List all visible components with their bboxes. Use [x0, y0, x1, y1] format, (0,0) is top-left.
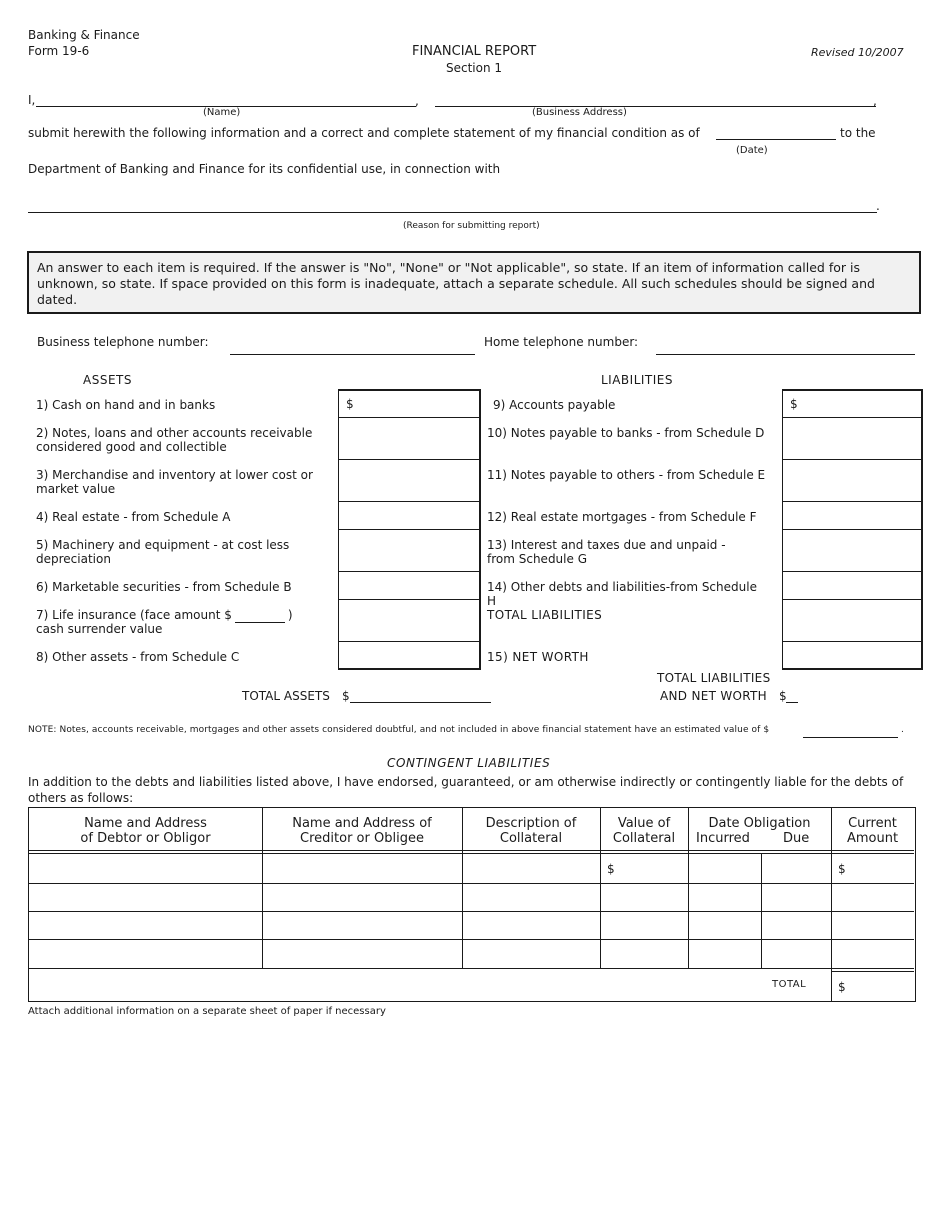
col-header-line: Name and Address of — [292, 816, 432, 831]
liability-amount-12[interactable] — [782, 502, 922, 530]
contingent-intro: In addition to the debts and liabilities listed above, I have endorsed, guaranteed, or am otherwise indirectly or contingently liable for the debts of others as follows: — [28, 775, 904, 805]
business-address-field[interactable] — [435, 106, 876, 107]
note-period: . — [901, 725, 904, 735]
asset-item-3: 3) Merchandise and inventory at lower cost or market value — [36, 468, 313, 496]
intro-prefix: I, — [28, 93, 36, 107]
col-collateral-desc-header — [462, 816, 600, 846]
col-header-line: Description of — [485, 816, 577, 831]
liability-item-10: 10) Notes payable to banks - from Schedule D — [487, 426, 765, 440]
row-divider — [29, 968, 914, 969]
col-header-line: of Debtor or Obligor — [80, 831, 211, 846]
asset-item-6: 6) Marketable securities - from Schedule B — [36, 580, 292, 594]
liability-amount-10[interactable] — [782, 418, 922, 460]
total-divider — [832, 971, 914, 972]
face-amount-field[interactable] — [235, 608, 285, 623]
col-header-line: Value of — [617, 816, 671, 831]
total-liabilities-amount[interactable] — [782, 600, 922, 642]
col-header-line: Current — [848, 816, 897, 831]
col-header-line: Amount — [846, 831, 899, 846]
asset-item-1: 1) Cash on hand and in banks — [36, 398, 216, 412]
header-divider — [29, 850, 914, 851]
liability-amount-14[interactable] — [782, 572, 922, 600]
column-divider — [761, 853, 762, 968]
liability-amount-13[interactable] — [782, 530, 922, 572]
to-the-text: to the — [840, 126, 876, 140]
reason-field[interactable] — [28, 212, 877, 213]
comma: , — [873, 94, 877, 108]
asset-item-5: 5) Machinery and equipment - at cost less depreciation — [36, 538, 290, 566]
due-subheader: Due — [783, 831, 810, 846]
asset-item-8: 8) Other assets - from Schedule C — [36, 650, 240, 664]
net-worth-amount[interactable] — [782, 641, 922, 669]
asset-amount-7[interactable] — [338, 600, 480, 642]
total-liabilities-label: TOTAL LIABILITIES — [487, 608, 603, 622]
total-liabilities-net-worth-field[interactable] — [786, 702, 798, 703]
contingent-total-dollar[interactable]: $ — [838, 980, 846, 994]
dollar-sign: $ — [346, 397, 354, 411]
row-divider — [29, 911, 914, 912]
footer-note: Attach additional information on a separate sheet of paper if necessary — [28, 1006, 386, 1017]
assets-heading: ASSETS — [83, 373, 132, 387]
value-dollar-sign: $ — [607, 862, 615, 876]
and-net-worth-label: AND NET WORTH — [660, 689, 767, 703]
total-assets-dollar: $ — [342, 689, 350, 703]
row-divider — [29, 883, 914, 884]
doubtful-assets-field[interactable] — [803, 737, 898, 738]
contingent-liabilities-table — [28, 807, 916, 1002]
instructions-box: An answer to each item is required. If the answer is "No", "None" or "Not applicable", so state. If an item of information called for is unknown, so state. If space provided on this form is inadequate, attach a separate schedule. All such schedules should be signed and dated. — [27, 251, 921, 314]
liability-item-9: 9) Accounts payable — [493, 398, 616, 412]
date-field[interactable] — [716, 139, 836, 140]
section-label: Section 1 — [446, 61, 503, 75]
col-current-amount-header — [831, 816, 914, 846]
liability-item-11: 11) Notes payable to others - from Schedule E — [487, 468, 766, 482]
header-divider — [29, 853, 914, 854]
asset-item-7-close: ) — [287, 608, 293, 622]
col-header-line: Collateral — [499, 831, 563, 846]
statement-text: submit herewith the following information and a correct and complete statement of my financial condition as of — [28, 126, 700, 140]
col-header-line: Collateral — [612, 831, 676, 846]
amount-dollar-sign: $ — [838, 862, 846, 876]
page-title: FINANCIAL REPORT — [412, 44, 537, 59]
home-phone-field[interactable] — [656, 354, 915, 355]
liabilities-heading: LIABILITIES — [601, 373, 673, 387]
dollar-sign: $ — [790, 397, 798, 411]
col-header-line: Date Obligation — [708, 816, 811, 831]
doubtful-assets-note: NOTE: Notes, accounts receivable, mortgages and other assets considered doubtful, and not included in above financial statement have an estimated value of $ — [28, 725, 770, 735]
form-number: Form 19-6 — [28, 44, 90, 58]
total-liabilities-net-worth-label: TOTAL LIABILITIES — [657, 671, 771, 685]
contingent-total-label: TOTAL — [772, 979, 807, 990]
asset-item-7-line2: cash surrender value — [36, 622, 163, 636]
liability-item-12: 12) Real estate mortgages - from Schedule F — [487, 510, 757, 524]
total-assets-label: TOTAL ASSETS — [242, 689, 330, 703]
net-worth-label: 15) NET WORTH — [487, 650, 589, 664]
incurred-subheader: Incurred — [696, 831, 750, 846]
asset-amount-4[interactable] — [338, 502, 480, 530]
department-text: Department of Banking and Finance for its confidential use, in connection with — [28, 162, 501, 176]
agency-name: Banking & Finance — [28, 28, 140, 42]
col-header-line: Name and Address — [84, 816, 207, 831]
asset-amount-8[interactable] — [338, 641, 480, 669]
liability-amount-11[interactable] — [782, 460, 922, 502]
home-phone-label: Home telephone number: — [484, 335, 639, 349]
business-address-caption: (Business Address) — [532, 107, 627, 118]
date-caption: (Date) — [736, 145, 768, 156]
col-header-line: Creditor or Obligee — [300, 831, 424, 846]
col-date-obligation-header — [688, 816, 831, 846]
business-phone-label: Business telephone number: — [37, 335, 209, 349]
col-creditor-header — [262, 816, 462, 846]
row-divider — [29, 939, 914, 940]
asset-amount-3[interactable] — [338, 460, 480, 502]
asset-amount-5[interactable] — [338, 530, 480, 572]
asset-item-7 — [36, 608, 293, 623]
col-collateral-value-header — [600, 816, 688, 846]
asset-amount-6[interactable] — [338, 572, 480, 600]
col-subheaders — [688, 831, 831, 846]
comma: , — [415, 94, 419, 108]
asset-amount-1[interactable] — [338, 390, 480, 418]
asset-amount-2[interactable] — [338, 418, 480, 460]
col-debtor-header — [29, 816, 262, 846]
name-caption: (Name) — [203, 107, 241, 118]
total-assets-field[interactable] — [350, 702, 491, 703]
business-phone-field[interactable] — [230, 354, 475, 355]
asset-item-2: 2) Notes, loans and other accounts receivable considered good and collectible — [36, 426, 313, 454]
period: . — [876, 199, 880, 213]
asset-item-4: 4) Real estate - from Schedule A — [36, 510, 231, 524]
liability-item-13: 13) Interest and taxes due and unpaid - from Schedule G — [487, 538, 726, 566]
asset-item-7-text: 7) Life insurance (face amount $ — [36, 608, 232, 622]
revised-date: Revised 10/2007 — [811, 46, 904, 59]
liability-item-14: 14) Other debts and liabilities-from Schedule H — [487, 580, 757, 608]
liability-amount-9[interactable] — [782, 390, 922, 418]
total-liabilities-net-worth-dollar: $ — [779, 689, 787, 703]
contingent-liabilities-heading: CONTINGENT LIABILITIES — [387, 756, 551, 770]
reason-caption: (Reason for submitting report) — [403, 221, 540, 231]
